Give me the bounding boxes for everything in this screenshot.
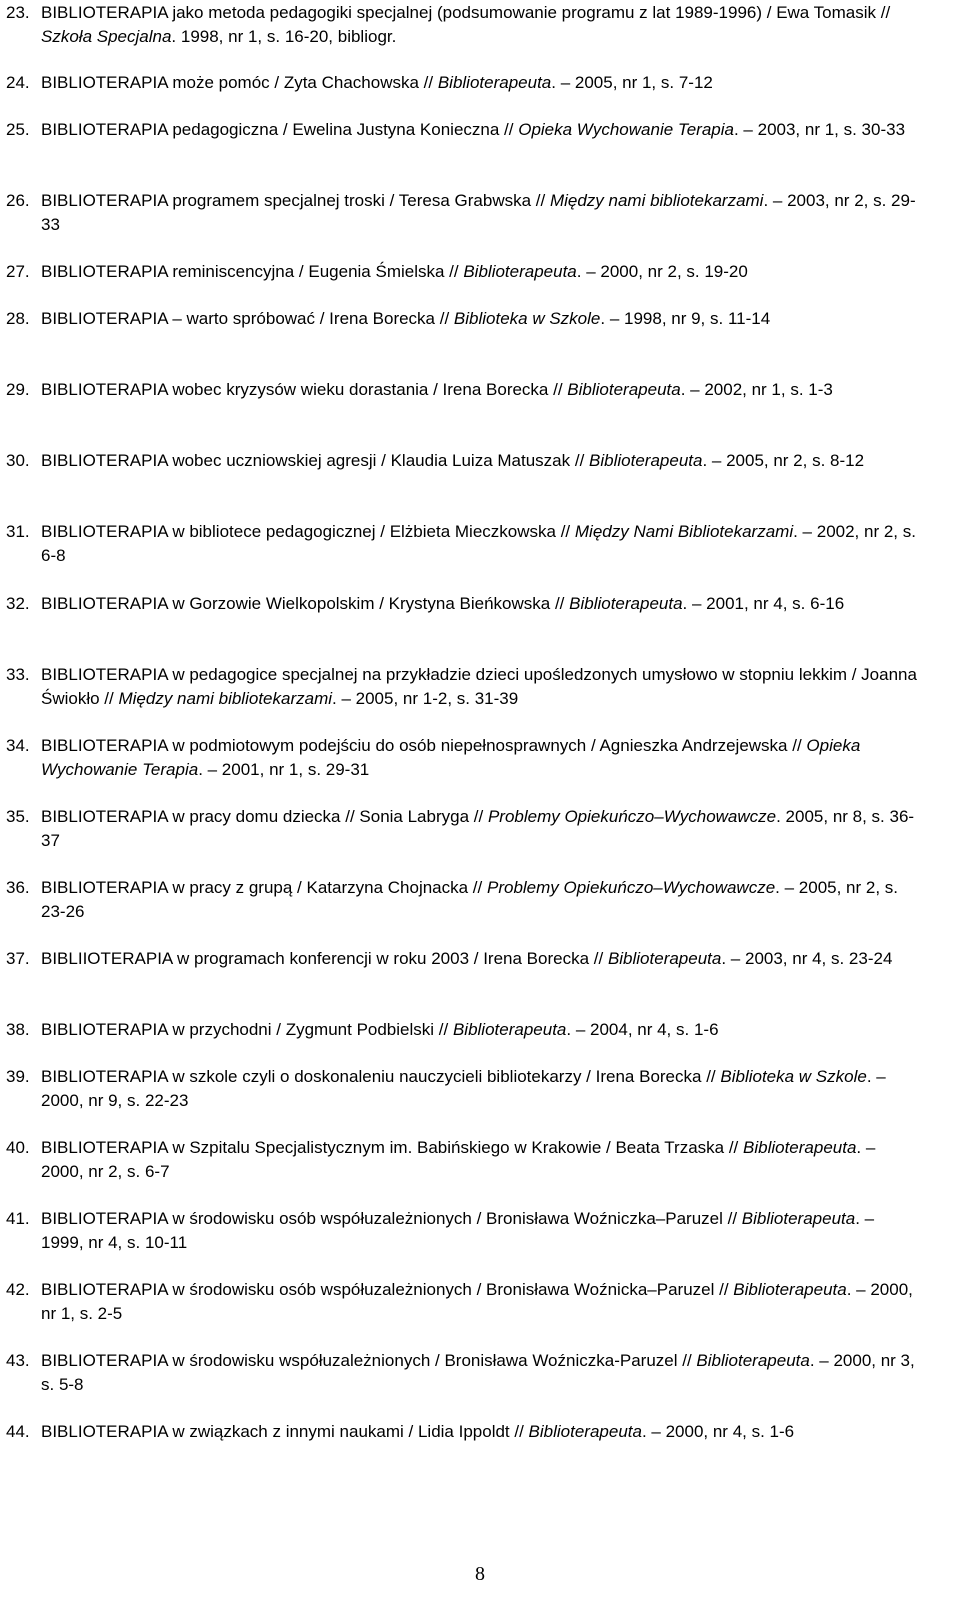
entry-text: BIBLIOTERAPIA w pracy domu dziecka // Sonia Labryga // Problemy Opiekuńczo–Wychowawcze. 2005, nr 8, s. 36-37 [41, 807, 915, 850]
entry-source: Biblioterapeuta [607, 949, 722, 968]
entry-text: BIBLIOTERAPIA wobec kryzysów wieku dorastania / Irena Borecka // Biblioterapeuta. – 2002, nr 1, s. 1-3 [41, 380, 833, 399]
entry-text: BIBLIIOTERAPIA w programach konferencji w roku 2003 / Irena Borecka // Biblioterapeuta. – 2003, nr 4, s. 23-24 [41, 949, 893, 968]
entry-number: 27. [6, 262, 30, 281]
page-number: 8 [475, 1563, 485, 1585]
entry-source: Opieka Wychowanie Terapia [518, 120, 734, 139]
entry-number: 33. [6, 665, 30, 684]
entry-number: 43. [6, 1351, 30, 1370]
entry-number: 26. [6, 191, 30, 210]
entry-source: Biblioterapeuta [733, 1280, 847, 1299]
entry-source: Biblioterapeuta [743, 1138, 857, 1157]
entry-text: BIBLIOTERAPIA w pedagogice specjalnej na przykładzie dzieci upośledzonych umysłowo w stopniu lekkim / Joanna Świokło // Między nami bibliotekarzami. – 2005, nr 1-2, s. 31-39 [41, 665, 917, 708]
entry-number: 23. [6, 3, 30, 22]
entry-text: BIBLIOTERAPIA w Gorzowie Wielkopolskim / Krystyna Bieńkowska // Biblioterapeuta. – 2001, nr 4, s. 6-16 [41, 594, 845, 613]
entry-text: BIBLIOTERAPIA wobec uczniowskiej agresji / Klaudia Luiza Matuszak // Biblioterapeuta. – 2005, nr 2, s. 8-12 [41, 451, 865, 470]
entry-text: BIBLIOTERAPIA w związkach z innymi naukami / Lidia Ippoldt // Biblioterapeuta. – 2000, nr 4, s. 1-6 [41, 1422, 795, 1441]
entry-text: BIBLIOTERAPIA w środowisku osób współuzależnionych / Bronisława Woźnicka–Paruzel // Biblioterapeuta. – 2000, nr 1, s. 2-5 [41, 1280, 913, 1323]
entry-text: BIBLIOTERAPIA pedagogiczna / Ewelina Justyna Konieczna // Opieka Wychowanie Terapia. – 2003, nr 1, s. 30-33 [41, 120, 906, 139]
entry-number: 42. [6, 1280, 30, 1299]
entry-source: Między nami bibliotekarzami [118, 689, 333, 708]
entry-source: Problemy Opiekuńczo–Wychowawcze [487, 807, 777, 826]
entry-source: Biblioteka w Szkole [720, 1067, 867, 1086]
entry-source: Biblioterapeuta [569, 594, 683, 613]
entry-source: Biblioterapeuta [589, 451, 703, 470]
entry-source: Biblioterapeuta [437, 73, 552, 92]
entry-number: 39. [6, 1067, 30, 1086]
entry-number: 24. [6, 73, 30, 92]
entry-source: Biblioteka w Szkole [453, 309, 601, 328]
entry-source: Między Nami Bibliotekarzami [574, 522, 794, 541]
entry-number: 44. [6, 1422, 30, 1441]
entry-number: 28. [6, 309, 30, 328]
entry-text: BIBLIOTERAPIA w szkole czyli o doskonaleniu nauczycieli bibliotekarzy / Irena Borecka // Biblioteka w Szkole. – 2000, nr 9, s. 22-23 [41, 1067, 886, 1110]
entry-text: BIBLIOTERAPIA jako metoda pedagogiki specjalnej (podsumowanie programu z lat 1989-1996) / Ewa Tomasik // Szkoła Specjalna. 1998, nr 1, s. 16-20, bibliogr. [41, 3, 891, 46]
entry-number: 38. [6, 1020, 30, 1039]
entry-number: 25. [6, 120, 30, 139]
entry-number: 40. [6, 1138, 30, 1157]
entry-number: 34. [6, 736, 30, 755]
entry-text: BIBLIOTERAPIA w Szpitalu Specjalistycznym im. Babińskiego w Krakowie / Beata Trzaska // Biblioterapeuta. – 2000, nr 2, s. 6-7 [41, 1138, 876, 1181]
entry-number: 37. [6, 949, 30, 968]
entry-source: Biblioterapeuta [452, 1020, 567, 1039]
entry-text: BIBLIOTERAPIA może pomóc / Zyta Chachowska // Biblioterapeuta. – 2005, nr 1, s. 7-12 [41, 73, 713, 92]
entry-source: Biblioterapeuta [463, 262, 577, 281]
entry-text: BIBLIOTERAPIA – warto spróbować / Irena Borecka // Biblioteka w Szkole. – 1998, nr 9, s. 11-14 [41, 309, 771, 328]
entry-source: Biblioterapeuta [741, 1209, 856, 1228]
entry-source: Problemy Opiekuńczo–Wychowawcze [486, 878, 776, 897]
entry-number: 31. [6, 522, 30, 541]
entry-text: BIBLIOTERAPIA w bibliotece pedagogicznej / Elżbieta Mieczkowska // Między Nami Bibliotekarzami. – 2002, nr 2, s. 6-8 [41, 522, 916, 565]
entry-text: BIBLIOTERAPIA w przychodni / Zygmunt Podbielski // Biblioterapeuta. – 2004, nr 4, s. 1-6 [41, 1020, 719, 1039]
entry-source: Biblioterapeuta [696, 1351, 810, 1370]
entry-number: 41. [6, 1209, 30, 1228]
entry-text: BIBLIOTERAPIA reminiscencyjna / Eugenia Śmielska // Biblioterapeuta. – 2000, nr 2, s. 19-20 [41, 262, 748, 281]
entry-number: 29. [6, 380, 30, 399]
entry-text: BIBLIOTERAPIA w środowisku współuzależnionych / Bronisława Woźniczka-Paruzel // Biblioterapeuta. – 2000, nr 3, s. 5-8 [41, 1351, 915, 1394]
entry-number: 36. [6, 878, 30, 897]
entry-text: BIBLIOTERAPIA w środowisku osób współuzależnionych / Bronisława Woźniczka–Paruzel // Biblioterapeuta. – 1999, nr 4, s. 10-11 [41, 1209, 875, 1252]
entry-text: BIBLIOTERAPIA programem specjalnej troski / Teresa Grabwska // Między nami bibliotekarzami. – 2003, nr 2, s. 29-33 [41, 191, 916, 234]
entry-source: Szkoła Specjalna [41, 27, 172, 46]
entry-number: 32. [6, 594, 30, 613]
entry-source: Biblioterapeuta [528, 1422, 642, 1441]
entry-text: BIBLIOTERAPIA w podmiotowym podejściu do osób niepełnosprawnych / Agnieszka Andrzejewska // Opieka Wychowanie Terapia. – 2001, nr 1, s. 29-31 [41, 736, 861, 779]
entry-source: Opieka Wychowanie Terapia [41, 736, 861, 779]
entry-number: 35. [6, 807, 30, 826]
entry-number: 30. [6, 451, 30, 470]
entry-source: Między nami bibliotekarzami [549, 191, 764, 210]
entry-source: Biblioterapeuta [567, 380, 681, 399]
entry-text: BIBLIOTERAPIA w pracy z grupą / Katarzyna Chojnacka // Problemy Opiekuńczo–Wychowawcze. – 2005, nr 2, s. 23-26 [41, 878, 899, 921]
